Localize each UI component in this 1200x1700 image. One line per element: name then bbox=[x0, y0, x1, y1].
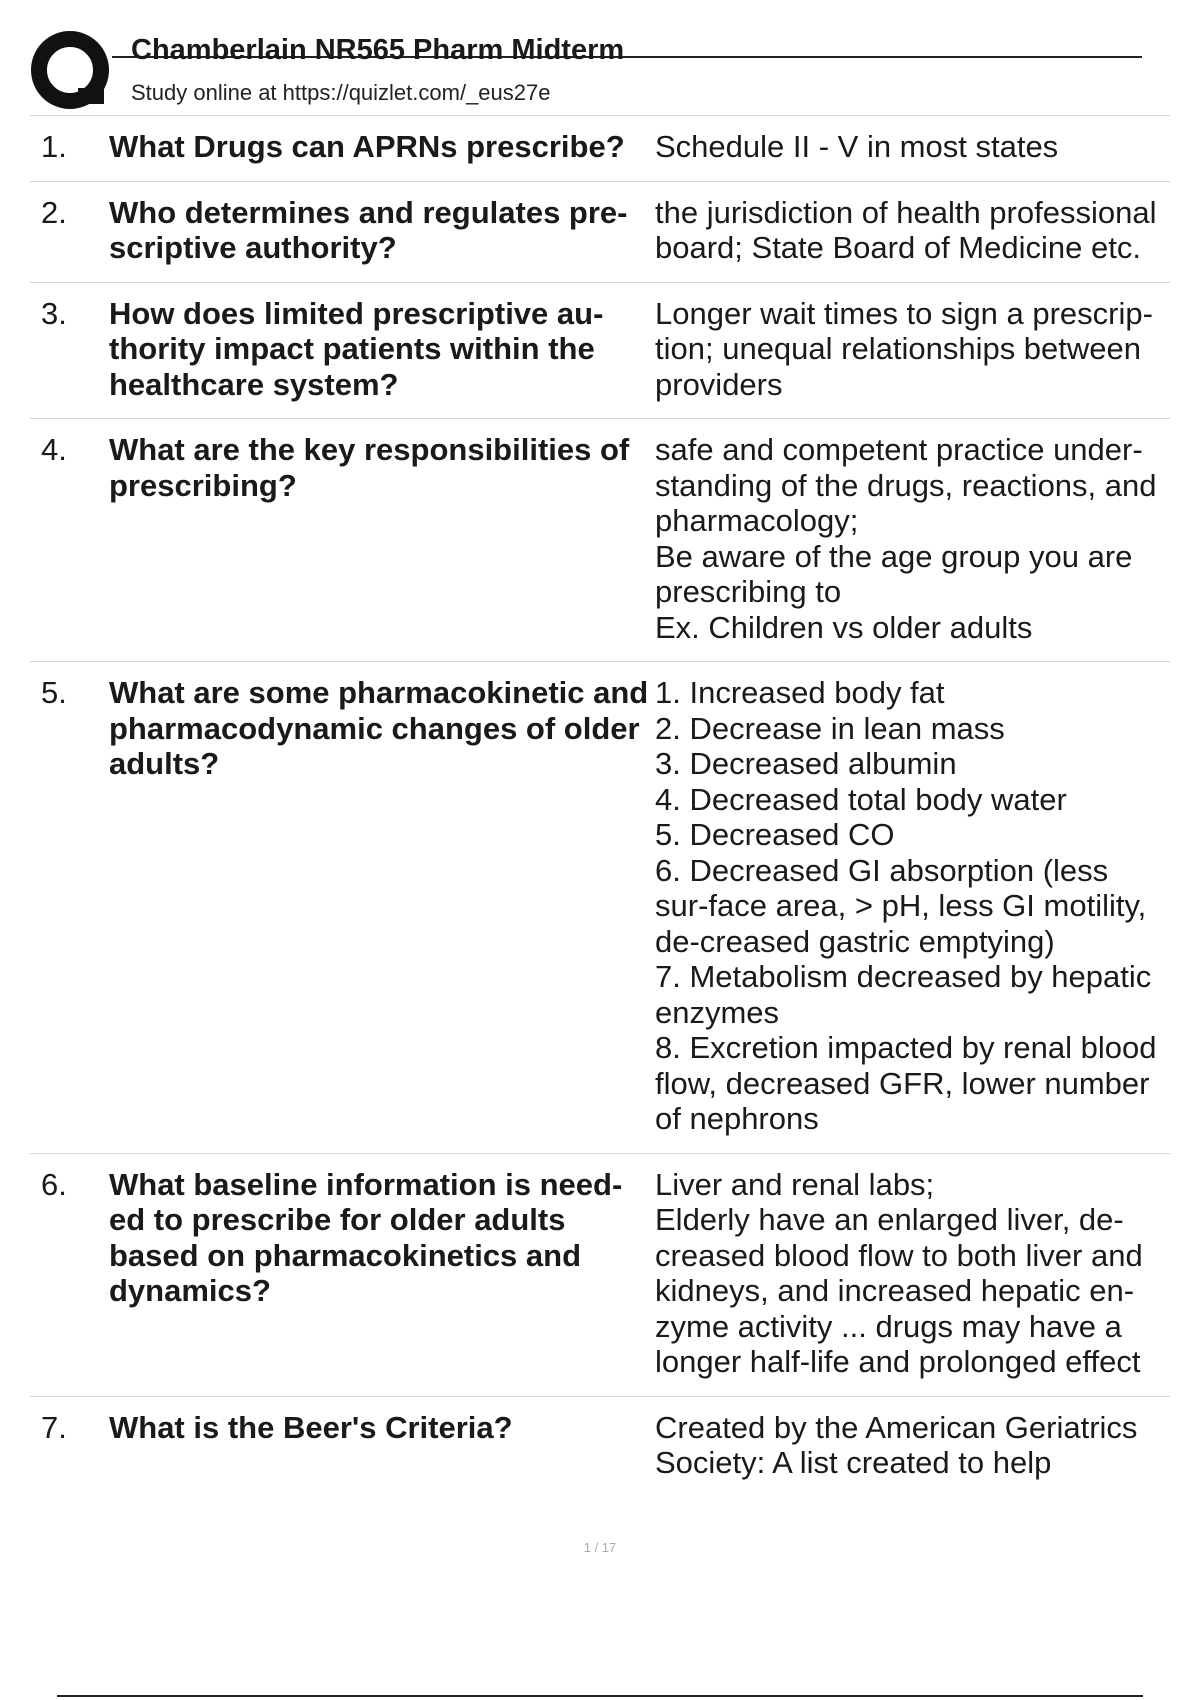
card-answer: safe and competent practice under-standing of the drugs, reactions, and pharmacology; Be aware of the age group you are prescribing to Ex. Children vs older adults bbox=[655, 432, 1157, 645]
card-number: 1. bbox=[41, 129, 67, 164]
card-answer: Schedule II - V in most states bbox=[655, 129, 1059, 164]
card-question: How does limited prescriptive au-thority impact patients within the healthcare system? bbox=[109, 295, 604, 402]
card-question: What Drugs can APRNs prescribe? bbox=[109, 129, 625, 164]
page-number: 1 / 17 bbox=[583, 1540, 617, 1555]
card-answer: the jurisdiction of health professional board; State Board of Medicine etc. bbox=[655, 194, 1157, 265]
card-question: Who determines and regulates pre-scriptive authority? bbox=[109, 194, 628, 265]
card-number: 4. bbox=[41, 432, 67, 467]
flashcard-2 bbox=[30, 181, 1170, 282]
card-number: 5. bbox=[41, 675, 67, 710]
study-online-link[interactable]: Study online at https://quizlet.com/_eus27e bbox=[131, 80, 551, 105]
card-number: 6. bbox=[41, 1166, 67, 1202]
card-answer: Created by the American Geriatrics Society: A list created to help bbox=[655, 1409, 1138, 1480]
card-question: What is the Beer's Criteria? bbox=[109, 1409, 513, 1445]
quizlet-logo-icon bbox=[30, 30, 114, 114]
card-question: What are the key responsibilities of prescribing? bbox=[109, 432, 630, 503]
flashcard-1 bbox=[30, 115, 1170, 181]
flashcard-5 bbox=[30, 661, 1170, 1153]
card-number: 7. bbox=[41, 1409, 67, 1445]
flashcard-6 bbox=[30, 1153, 1170, 1396]
card-answer: 1. Increased body fat 2. Decrease in lean mass 3. Decreased albumin 4. Decreased total body water 5. Decreased CO 6. Decreased GI absorption (less sur-face area, > pH, less GI motility, de-creased gastric emptying) 7. Metabolism decreased by hepatic enzymes 8. Excretion impacted by renal blood flow, decreased GFR, lower number of nephrons bbox=[655, 675, 1157, 1136]
card-question: What are some pharmacokinetic and pharmacodynamic changes of older adults? bbox=[109, 675, 649, 781]
card-number: 3. bbox=[41, 295, 67, 331]
card-answer: Longer wait times to sign a prescrip-tion; unequal relationships between providers bbox=[655, 295, 1153, 402]
footer-rule bbox=[57, 1695, 1143, 1697]
flashcard-3 bbox=[30, 282, 1170, 419]
document-title: Chamberlain NR565 Pharm Midterm bbox=[131, 34, 625, 66]
card-number: 2. bbox=[41, 194, 67, 230]
flashcard-4 bbox=[30, 418, 1170, 661]
card-answer: Liver and renal labs; Elderly have an enlarged liver, de-creased blood flow to both liver and kidneys, and increased hepatic en-zyme activity ... drugs may have a longer half-life and prolonged effect bbox=[655, 1166, 1143, 1379]
flashcard-7 bbox=[30, 1396, 1170, 1497]
page-header bbox=[0, 0, 1200, 115]
flashcard-list bbox=[30, 115, 1170, 1497]
card-question: What baseline information is need-ed to prescribe for older adults based on pharmacokinetics and dynamics? bbox=[109, 1166, 623, 1308]
